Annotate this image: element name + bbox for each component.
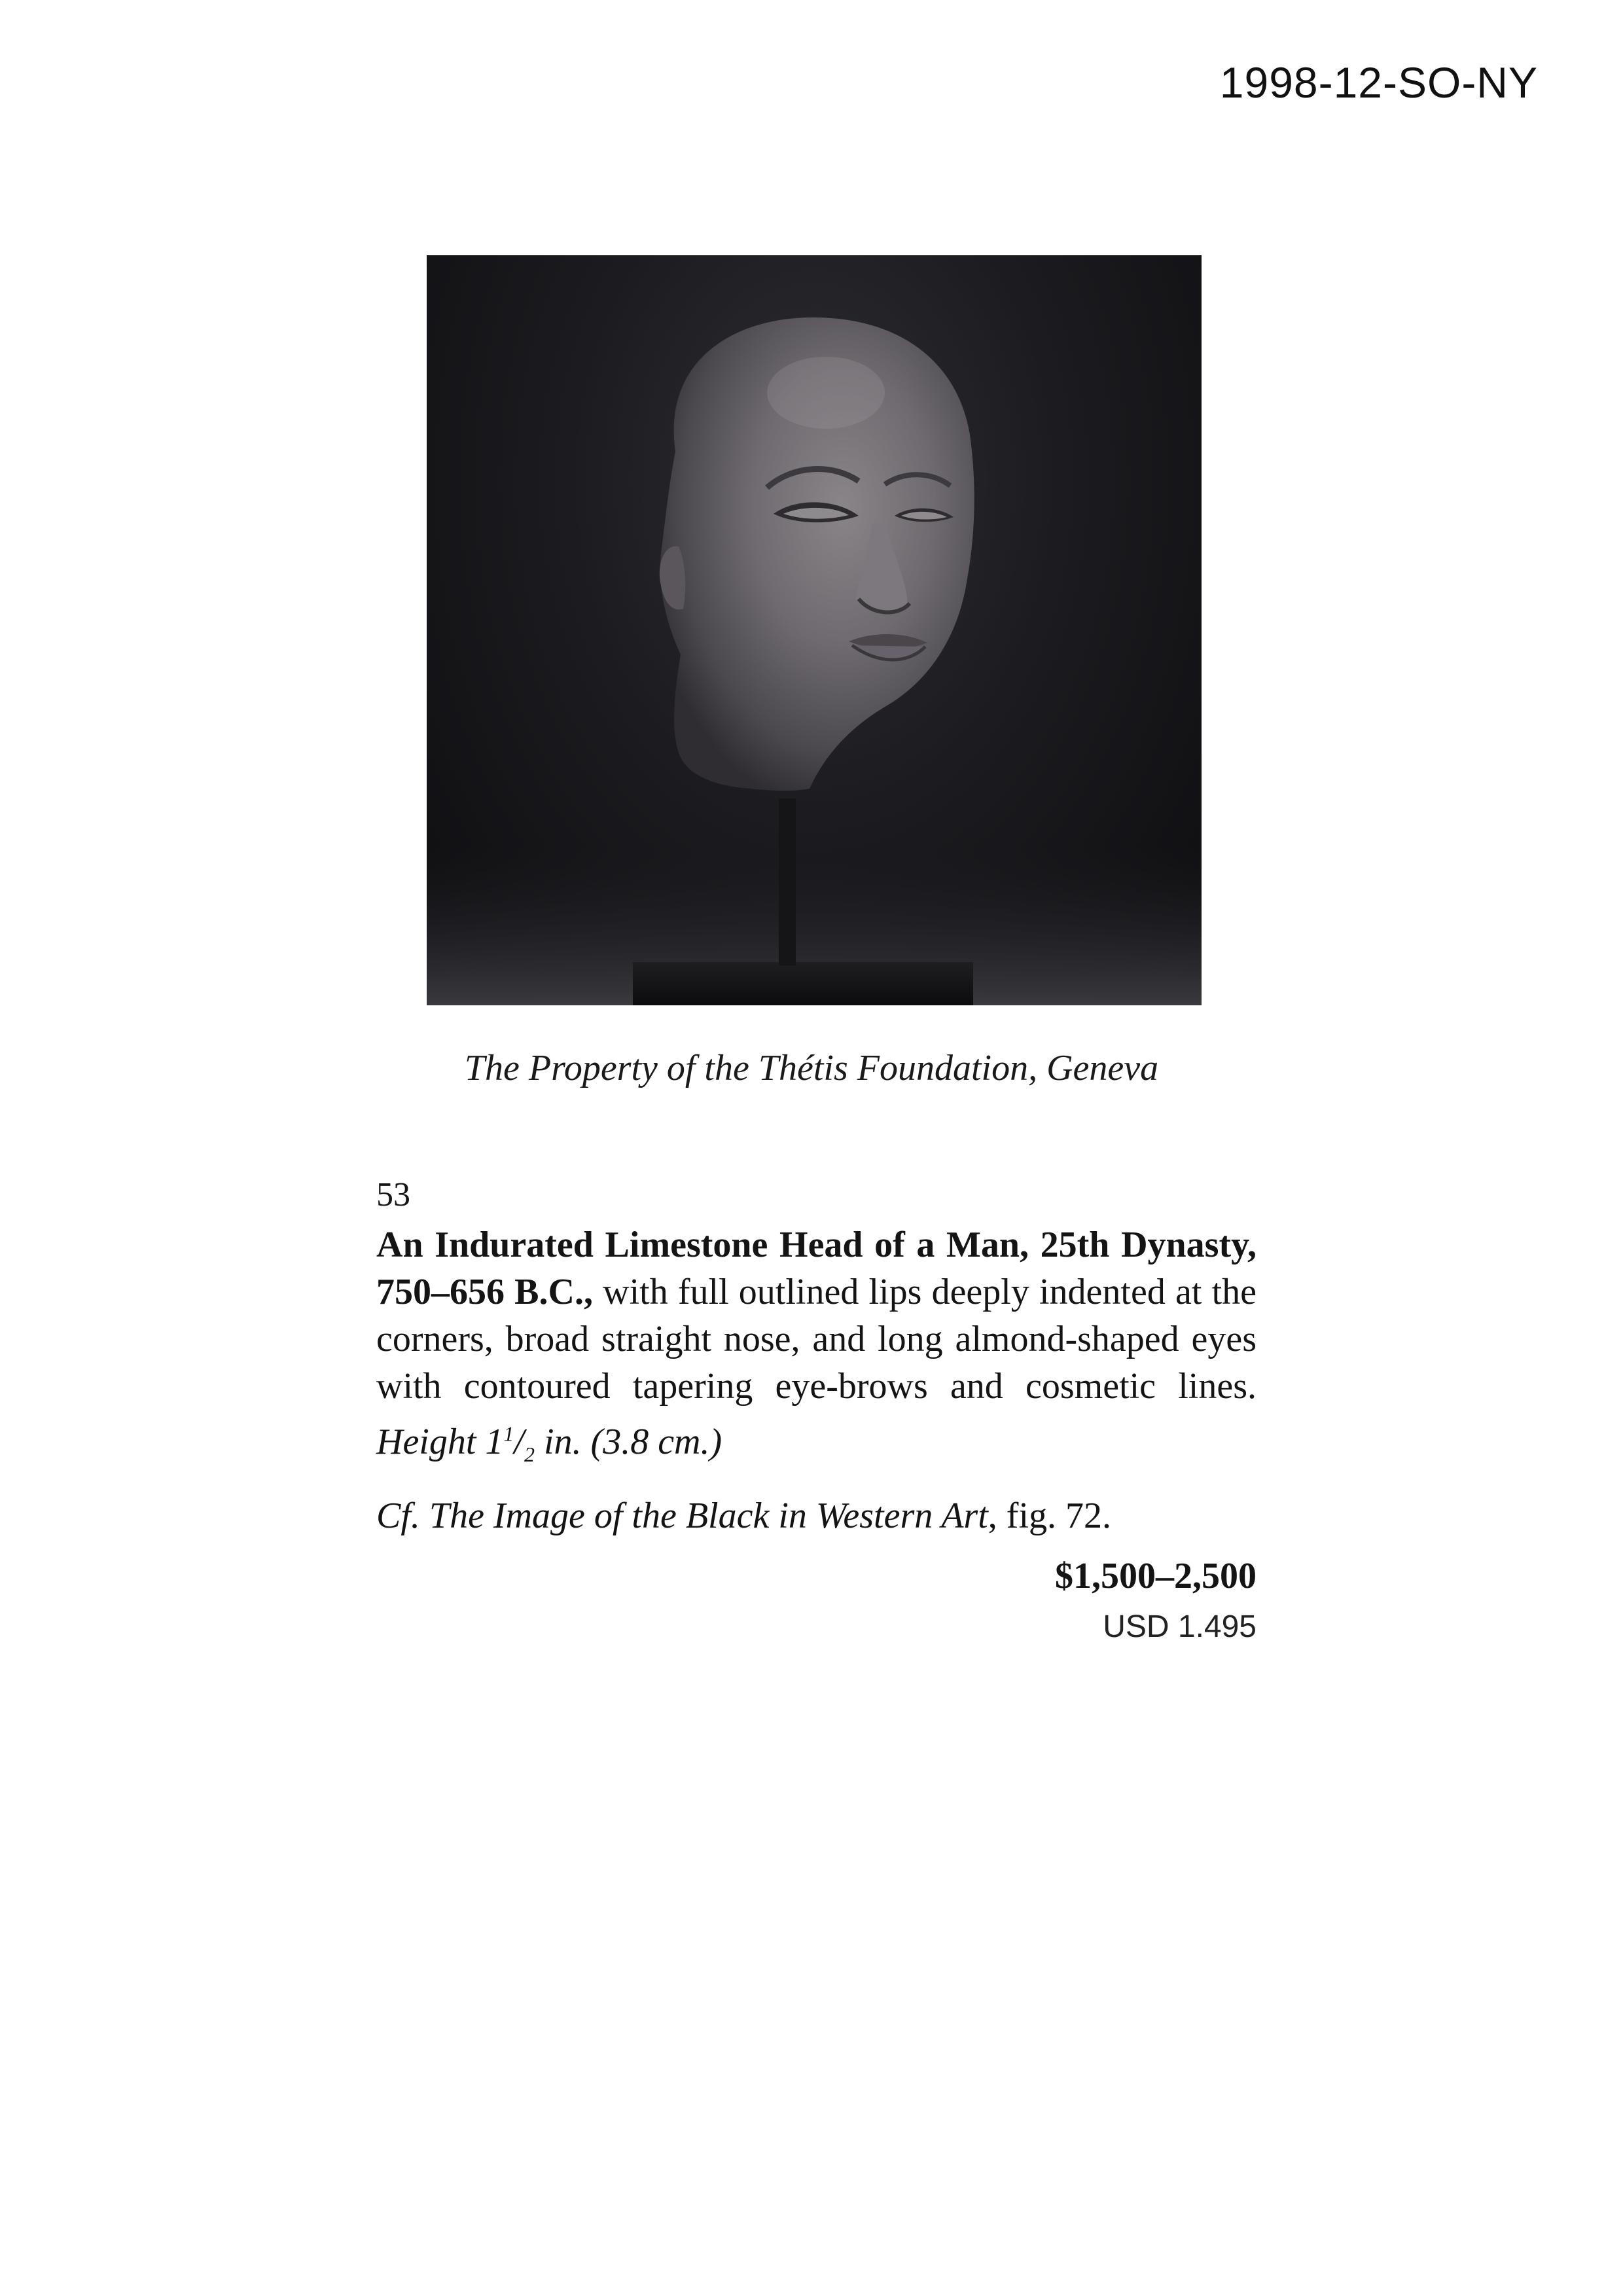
lot-number: 53 <box>376 1176 410 1213</box>
reference-suffix: , fig. 72. <box>988 1495 1112 1536</box>
estimate: $1,500–2,500 <box>1055 1555 1257 1596</box>
height-rest: in. (3.8 cm.) <box>534 1421 722 1462</box>
lot-title: An Indurated Limestone Head of a Man, 25th Dynasty, 750–656 B.C., <box>376 1225 1257 1312</box>
reference-title: The Image of the Black in Western Art <box>429 1495 988 1536</box>
reference-code: 1998-12-SO-NY <box>1219 58 1538 107</box>
artifact-photo <box>427 255 1202 1005</box>
height-label: Height 1 <box>376 1421 504 1462</box>
lot-description <box>376 1221 1257 1478</box>
height-fraction-numerator: 1 <box>503 1422 514 1445</box>
literature-reference <box>376 1492 1257 1539</box>
lot-entry <box>376 1172 1257 1651</box>
reference-prefix: Cf. <box>376 1495 429 1536</box>
limestone-head-image <box>427 255 1202 1005</box>
height-fraction-denominator: 2 <box>524 1442 535 1466</box>
realized-price: USD 1.495 <box>1103 1609 1257 1644</box>
lot-description-text: with full outlined lips deeply indented at the corners, broad straight nose, and long almond-shaped eyes with contoured tapering eye-brows and cosmetic lines. <box>376 1272 1257 1407</box>
provenance-caption: The Property of the Thétis Foundation, Geneva <box>464 1048 1159 1088</box>
height-measurement: Height $1^1/_2$ in. (3.8 cm.) <box>376 1421 722 1466</box>
